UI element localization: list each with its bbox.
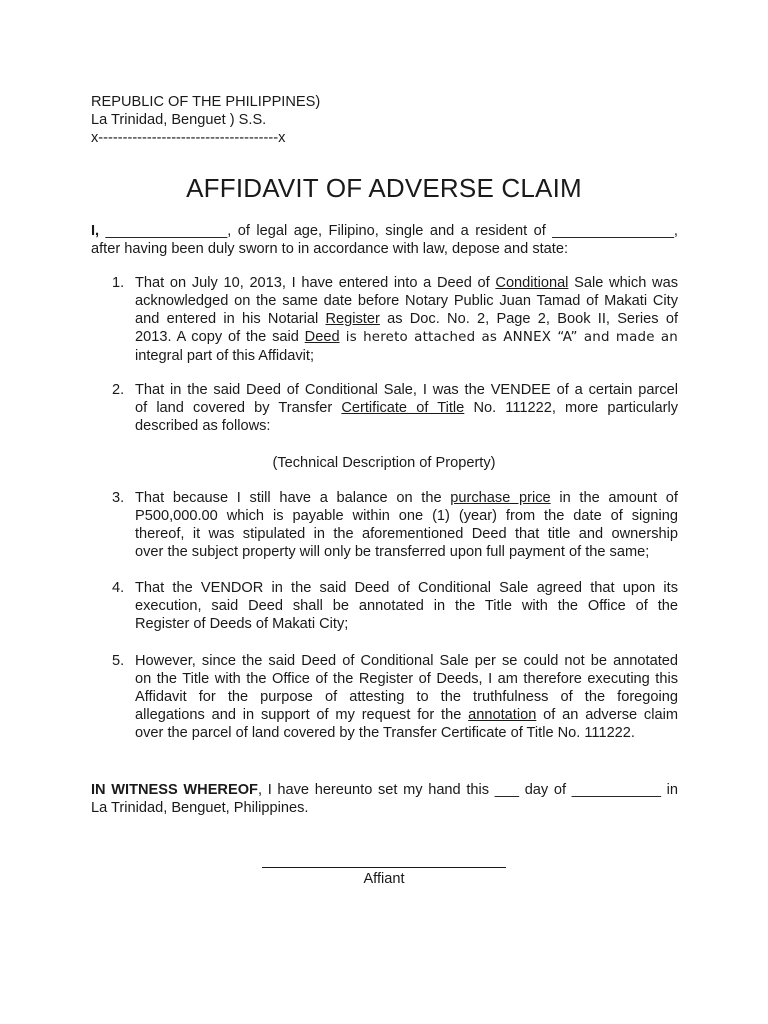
item-text: is hereto attached as ANNEX “A” and made an (339, 330, 678, 345)
item-text: 2013. A copy of the said (135, 329, 305, 345)
witness-line-2: La Trinidad, Benguet, Philippines. (91, 800, 309, 816)
affiant-label: Affiant (363, 871, 405, 887)
item-line: Register of Deeds of Makati City; (135, 616, 349, 632)
underlined-term: purchase price (450, 490, 551, 506)
technical-description: (Technical Description of Property) (272, 455, 496, 471)
intro-lead: I, (91, 223, 100, 239)
item-line: thereof, it was stipulated in the aforementioned Deed that title and ownership (135, 526, 678, 542)
item-number: 4. (112, 580, 125, 596)
item-line: Affidavit for the purpose of attesting to the truthfulness of the foregoing (135, 689, 678, 705)
item-line: P500,000.00 which is payable within one (1) (year) from the date of signing (135, 508, 678, 524)
item-text: as Doc. No. 2, Page 2, Book II, Series of (379, 311, 678, 327)
document-title: AFFIDAVIT OF ADVERSE CLAIM (186, 173, 582, 203)
item-number: 2. (112, 382, 125, 398)
intro-line-2: after having been duly sworn to in accordance with law, depose and state: (91, 241, 569, 257)
item-line: That in the said Deed of Conditional Sale, I was the VENDEE of a certain parcel (135, 382, 678, 398)
item-number: 5. (112, 653, 125, 669)
venue-republic: REPUBLIC OF THE PHILIPPINES) (91, 94, 321, 110)
item-line: integral part of this Affidavit; (135, 348, 315, 364)
item-line: That the VENDOR in the said Deed of Conditional Sale agreed that upon its (135, 580, 678, 596)
item-line: over the subject property will only be transferred upon full payment of the same; (135, 544, 650, 560)
intro-paragraph (91, 222, 678, 258)
item-text: of land covered by Transfer (135, 400, 342, 416)
item-text: Sale which was (568, 275, 678, 291)
witness-lead: IN WITNESS WHEREOF (91, 782, 258, 798)
underlined-term: annotation (468, 707, 537, 723)
item-line: over the parcel of land covered by the Transfer Certificate of Title No. 111222. (135, 725, 635, 741)
item-text: That on July 10, 2013, I have entered into a Deed of (135, 275, 496, 291)
item-line (135, 706, 678, 724)
item-text: No. 111222, more particularly (464, 400, 678, 416)
underlined-term: Register (325, 311, 380, 327)
list-item-1 (91, 274, 678, 365)
item-line (135, 274, 678, 292)
underlined-term: Conditional (495, 275, 569, 291)
witness-clause (91, 781, 678, 817)
list-item-4 (91, 579, 678, 633)
list-item-5 (91, 652, 678, 742)
intro-text-1: _______________, of legal age, Filipino, single and a resident of _______________, (99, 223, 678, 239)
item-line: execution, said Deed shall be annotated in the Title with the Office of the (135, 598, 678, 614)
venue-municipality: La Trinidad, Benguet ) S.S. (91, 112, 267, 128)
item-line: described as follows: (135, 418, 271, 434)
underlined-term: Certificate of Title (341, 400, 465, 416)
witness-line-1 (91, 781, 678, 799)
item-text: That because I still have a balance on the (135, 490, 451, 506)
item-line (135, 310, 678, 328)
list-item-2 (91, 381, 678, 435)
underlined-term: Deed (304, 329, 340, 345)
signature-line (262, 867, 506, 868)
item-text: in the amount of (550, 490, 678, 506)
intro-line-1 (91, 222, 678, 240)
item-line: on the Title with the Office of the Register of Deeds, I am therefore executing this (135, 671, 678, 687)
item-text: of an adverse claim (536, 707, 678, 723)
item-line: However, since the said Deed of Conditional Sale per se could not be annotated (135, 653, 678, 669)
item-text: and entered in his Notarial (135, 311, 326, 327)
item-line (135, 328, 678, 347)
witness-text: , I have hereunto set my hand this ___ day of ___________ in (257, 782, 678, 798)
item-text: allegations and in support of my request for the (135, 707, 469, 723)
item-line (135, 489, 678, 507)
item-line (135, 399, 678, 417)
list-item-3 (91, 489, 678, 561)
item-number: 3. (112, 490, 125, 506)
item-line: acknowledged on the same date before Notary Public Juan Tamad of Makati City (135, 293, 678, 309)
venue-divider: x-------------------------------------x (91, 130, 286, 146)
item-number: 1. (112, 275, 125, 291)
